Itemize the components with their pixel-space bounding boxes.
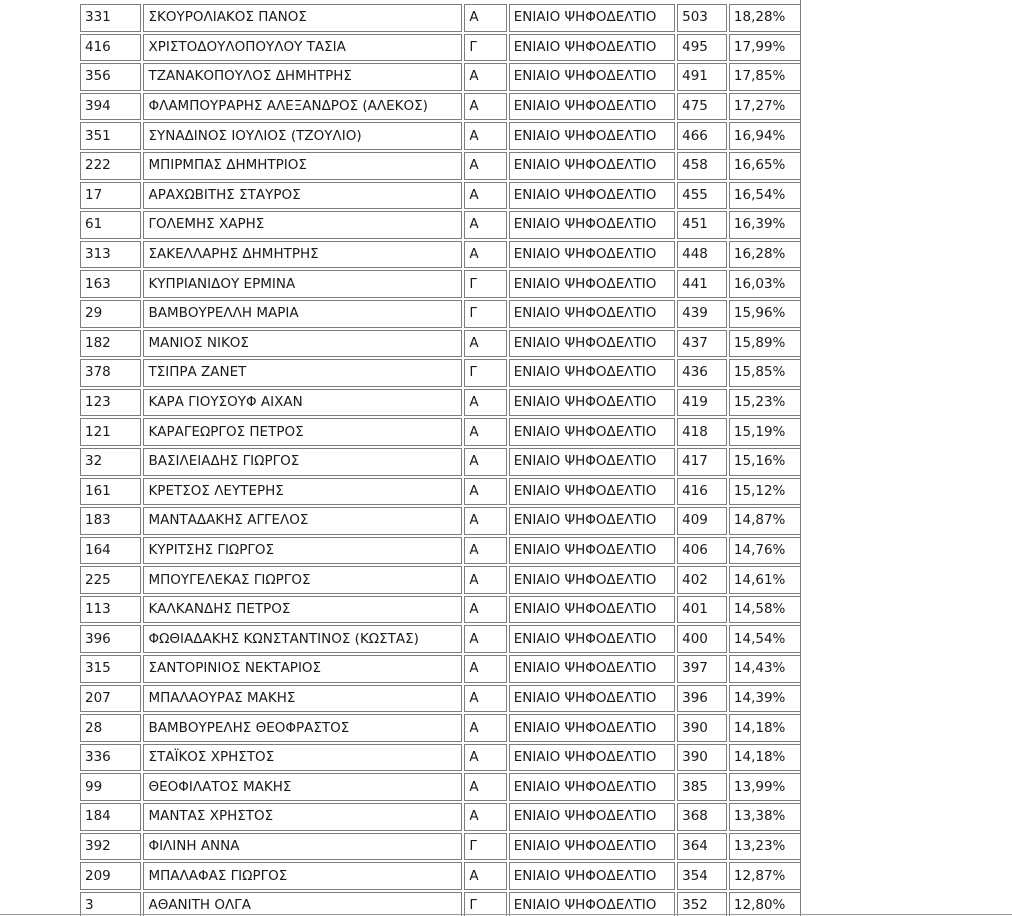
ballot-type: ΕΝΙΑΙΟ ΨΗΦΟΔΕΛΤΙΟ <box>509 862 675 890</box>
ballot-type: ΕΝΙΑΙΟ ΨΗΦΟΔΕΛΤΙΟ <box>509 93 675 121</box>
candidate-code: 61 <box>80 211 141 239</box>
table-row <box>80 862 801 890</box>
vote-count: 390 <box>677 744 727 772</box>
vote-count: 409 <box>677 507 727 535</box>
vote-percentage: 16,03% <box>729 270 801 298</box>
candidate-category: Α <box>464 685 506 713</box>
candidate-code: 207 <box>80 685 141 713</box>
ballot-type: ΕΝΙΑΙΟ ΨΗΦΟΔΕΛΤΙΟ <box>509 122 675 150</box>
ballot-type: ΕΝΙΑΙΟ ΨΗΦΟΔΕΛΤΙΟ <box>509 892 675 916</box>
vote-count: 418 <box>677 418 727 446</box>
vote-percentage: 13,38% <box>729 803 801 831</box>
candidate-code: 121 <box>80 418 141 446</box>
table-row <box>80 655 801 683</box>
table-row <box>80 507 801 535</box>
candidate-code: 3 <box>80 892 141 916</box>
candidate-category: Α <box>464 478 506 506</box>
ballot-type: ΕΝΙΑΙΟ ΨΗΦΟΔΕΛΤΙΟ <box>509 152 675 180</box>
vote-percentage: 12,87% <box>729 862 801 890</box>
table-row <box>80 241 801 269</box>
candidate-name: ΚΥΠΡΙΑΝΙΔΟΥ ΕΡΜΙΝΑ <box>143 270 462 298</box>
candidate-code: 315 <box>80 655 141 683</box>
vote-count: 439 <box>677 300 727 328</box>
candidate-code: 225 <box>80 566 141 594</box>
table-row <box>80 478 801 506</box>
vote-count: 352 <box>677 892 727 916</box>
vote-percentage: 13,99% <box>729 773 801 801</box>
vote-count: 397 <box>677 655 727 683</box>
vote-percentage: 16,39% <box>729 211 801 239</box>
vote-percentage: 14,54% <box>729 625 801 653</box>
vote-count: 402 <box>677 566 727 594</box>
vote-count: 458 <box>677 152 727 180</box>
vote-percentage: 15,89% <box>729 330 801 358</box>
table-row <box>80 182 801 210</box>
vote-percentage: 14,18% <box>729 744 801 772</box>
vote-count: 448 <box>677 241 727 269</box>
candidate-category: Α <box>464 182 506 210</box>
candidate-name: ΣΥΝΑΔΙΝΟΣ ΙΟΥΛΙΟΣ (ΤΖΟΥΛΙΟ) <box>143 122 462 150</box>
table-row <box>80 93 801 121</box>
table-row <box>80 152 801 180</box>
vote-percentage: 14,61% <box>729 566 801 594</box>
candidate-category: Α <box>464 152 506 180</box>
vote-percentage: 16,54% <box>729 182 801 210</box>
table-row <box>80 803 801 831</box>
ballot-type: ΕΝΙΑΙΟ ΨΗΦΟΔΕΛΤΙΟ <box>509 833 675 861</box>
ballot-type: ΕΝΙΑΙΟ ΨΗΦΟΔΕΛΤΙΟ <box>509 714 675 742</box>
candidate-code: 392 <box>80 833 141 861</box>
vote-count: 441 <box>677 270 727 298</box>
vote-percentage: 14,76% <box>729 537 801 565</box>
table-row <box>80 359 801 387</box>
results-table <box>78 2 801 916</box>
vote-count: 354 <box>677 862 727 890</box>
candidate-name: ΦΙΛΙΝΗ ΑΝΝΑ <box>143 833 462 861</box>
candidate-category: Α <box>464 862 506 890</box>
candidate-name: ΜΑΝΤΑΔΑΚΗΣ ΑΓΓΕΛΟΣ <box>143 507 462 535</box>
candidate-name: ΣΑΚΕΛΛΑΡΗΣ ΔΗΜΗΤΡΗΣ <box>143 241 462 269</box>
candidate-code: 184 <box>80 803 141 831</box>
candidate-name: ΤΣΙΠΡΑ ΖΑΝΕΤ <box>143 359 462 387</box>
candidate-name: ΣΤΑΪΚΟΣ ΧΡΗΣΤΟΣ <box>143 744 462 772</box>
ballot-type: ΕΝΙΑΙΟ ΨΗΦΟΔΕΛΤΙΟ <box>509 566 675 594</box>
candidate-name: ΑΘΑΝΙΤΗ ΟΛΓΑ <box>143 892 462 916</box>
vote-count: 503 <box>677 4 727 32</box>
ballot-type: ΕΝΙΑΙΟ ΨΗΦΟΔΕΛΤΙΟ <box>509 389 675 417</box>
table-row <box>80 300 801 328</box>
vote-count: 416 <box>677 478 727 506</box>
vote-percentage: 15,19% <box>729 418 801 446</box>
vote-percentage: 16,65% <box>729 152 801 180</box>
candidate-name: ΚΑΡΑ ΓΙΟΥΣΟΥΦ ΑΙΧΑΝ <box>143 389 462 417</box>
table-row <box>80 4 801 32</box>
ballot-type: ΕΝΙΑΙΟ ΨΗΦΟΔΕΛΤΙΟ <box>509 34 675 62</box>
candidate-code: 164 <box>80 537 141 565</box>
vote-percentage: 16,28% <box>729 241 801 269</box>
candidate-category: Α <box>464 714 506 742</box>
ballot-type: ΕΝΙΑΙΟ ΨΗΦΟΔΕΛΤΙΟ <box>509 803 675 831</box>
candidate-name: ΜΑΝΙΟΣ ΝΙΚΟΣ <box>143 330 462 358</box>
candidate-name: ΚΑΡΑΓΕΩΡΓΟΣ ΠΕΤΡΟΣ <box>143 418 462 446</box>
vote-count: 436 <box>677 359 727 387</box>
candidate-category: Α <box>464 4 506 32</box>
ballot-type: ΕΝΙΑΙΟ ΨΗΦΟΔΕΛΤΙΟ <box>509 300 675 328</box>
vote-percentage: 12,80% <box>729 892 801 916</box>
candidate-code: 161 <box>80 478 141 506</box>
candidate-code: 123 <box>80 389 141 417</box>
vote-percentage: 14,39% <box>729 685 801 713</box>
candidate-name: ΣΚΟΥΡΟΛΙΑΚΟΣ ΠΑΝΟΣ <box>143 4 462 32</box>
ballot-type: ΕΝΙΑΙΟ ΨΗΦΟΔΕΛΤΙΟ <box>509 744 675 772</box>
table-row <box>80 833 801 861</box>
candidate-name: ΜΠΑΛΑΟΥΡΑΣ ΜΑΚΗΣ <box>143 685 462 713</box>
vote-percentage: 16,94% <box>729 122 801 150</box>
candidate-code: 313 <box>80 241 141 269</box>
ballot-type: ΕΝΙΑΙΟ ΨΗΦΟΔΕΛΤΙΟ <box>509 418 675 446</box>
table-row <box>80 714 801 742</box>
candidate-code: 396 <box>80 625 141 653</box>
vote-count: 400 <box>677 625 727 653</box>
ballot-type: ΕΝΙΑΙΟ ΨΗΦΟΔΕΛΤΙΟ <box>509 478 675 506</box>
vote-count: 466 <box>677 122 727 150</box>
ballot-type: ΕΝΙΑΙΟ ΨΗΦΟΔΕΛΤΙΟ <box>509 655 675 683</box>
candidate-code: 183 <box>80 507 141 535</box>
vote-percentage: 15,12% <box>729 478 801 506</box>
candidate-category: Α <box>464 63 506 91</box>
candidate-category: Α <box>464 211 506 239</box>
candidate-code: 394 <box>80 93 141 121</box>
ballot-type: ΕΝΙΑΙΟ ΨΗΦΟΔΕΛΤΙΟ <box>509 211 675 239</box>
candidate-category: Α <box>464 596 506 624</box>
table-right-border <box>800 0 801 916</box>
candidate-category: Α <box>464 241 506 269</box>
candidate-category: Α <box>464 330 506 358</box>
table-row <box>80 270 801 298</box>
vote-count: 417 <box>677 448 727 476</box>
vote-percentage: 14,18% <box>729 714 801 742</box>
vote-percentage: 15,96% <box>729 300 801 328</box>
candidate-category: Α <box>464 389 506 417</box>
vote-count: 390 <box>677 714 727 742</box>
candidate-code: 28 <box>80 714 141 742</box>
page-bottom-divider <box>0 914 1012 915</box>
ballot-type: ΕΝΙΑΙΟ ΨΗΦΟΔΕΛΤΙΟ <box>509 773 675 801</box>
results-table-container <box>78 0 801 916</box>
candidate-code: 356 <box>80 63 141 91</box>
candidate-category: Α <box>464 537 506 565</box>
candidate-name: ΑΡΑΧΩΒΙΤΗΣ ΣΤΑΥΡΟΣ <box>143 182 462 210</box>
candidate-category: Α <box>464 744 506 772</box>
candidate-name: ΜΠΑΛΑΦΑΣ ΓΙΩΡΓΟΣ <box>143 862 462 890</box>
candidate-name: ΦΛΑΜΠΟΥΡΑΡΗΣ ΑΛΕΞΑΝΔΡΟΣ (ΑΛΕΚΟΣ) <box>143 93 462 121</box>
table-row <box>80 330 801 358</box>
table-row <box>80 744 801 772</box>
candidate-code: 331 <box>80 4 141 32</box>
candidate-name: ΚΑΛΚΑΝΔΗΣ ΠΕΤΡΟΣ <box>143 596 462 624</box>
vote-percentage: 14,58% <box>729 596 801 624</box>
candidate-name: ΦΩΘΙΑΔΑΚΗΣ ΚΩΝΣΤΑΝΤΙΝΟΣ (ΚΩΣΤΑΣ) <box>143 625 462 653</box>
vote-count: 401 <box>677 596 727 624</box>
ballot-type: ΕΝΙΑΙΟ ΨΗΦΟΔΕΛΤΙΟ <box>509 4 675 32</box>
candidate-code: 113 <box>80 596 141 624</box>
vote-count: 368 <box>677 803 727 831</box>
vote-count: 385 <box>677 773 727 801</box>
vote-percentage: 17,27% <box>729 93 801 121</box>
candidate-code: 99 <box>80 773 141 801</box>
vote-count: 451 <box>677 211 727 239</box>
candidate-name: ΤΖΑΝΑΚΟΠΟΥΛΟΣ ΔΗΜΗΤΡΗΣ <box>143 63 462 91</box>
candidate-name: ΣΑΝΤΟΡΙΝΙΟΣ ΝΕΚΤΑΡΙΟΣ <box>143 655 462 683</box>
ballot-type: ΕΝΙΑΙΟ ΨΗΦΟΔΕΛΤΙΟ <box>509 507 675 535</box>
table-row <box>80 685 801 713</box>
candidate-code: 163 <box>80 270 141 298</box>
ballot-type: ΕΝΙΑΙΟ ΨΗΦΟΔΕΛΤΙΟ <box>509 625 675 653</box>
vote-count: 364 <box>677 833 727 861</box>
candidate-name: ΜΠΟΥΓΕΛΕΚΑΣ ΓΙΩΡΓΟΣ <box>143 566 462 594</box>
ballot-type: ΕΝΙΑΙΟ ΨΗΦΟΔΕΛΤΙΟ <box>509 537 675 565</box>
candidate-code: 336 <box>80 744 141 772</box>
candidate-category: Α <box>464 566 506 594</box>
candidate-category: Α <box>464 803 506 831</box>
vote-percentage: 18,28% <box>729 4 801 32</box>
table-row <box>80 537 801 565</box>
candidate-name: ΒΑΣΙΛΕΙΑΔΗΣ ΓΙΩΡΓΟΣ <box>143 448 462 476</box>
candidate-code: 32 <box>80 448 141 476</box>
candidate-name: ΚΥΡΙΤΣΗΣ ΓΙΩΡΓΟΣ <box>143 537 462 565</box>
table-row <box>80 625 801 653</box>
results-table-body <box>80 4 801 916</box>
candidate-category: Α <box>464 122 506 150</box>
vote-count: 396 <box>677 685 727 713</box>
ballot-type: ΕΝΙΑΙΟ ΨΗΦΟΔΕΛΤΙΟ <box>509 596 675 624</box>
vote-percentage: 17,99% <box>729 34 801 62</box>
table-row <box>80 211 801 239</box>
vote-percentage: 14,43% <box>729 655 801 683</box>
vote-percentage: 15,16% <box>729 448 801 476</box>
candidate-name: ΘΕΟΦΙΛΑΤΟΣ ΜΑΚΗΣ <box>143 773 462 801</box>
table-row <box>80 418 801 446</box>
vote-count: 491 <box>677 63 727 91</box>
candidate-code: 209 <box>80 862 141 890</box>
ballot-type: ΕΝΙΑΙΟ ΨΗΦΟΔΕΛΤΙΟ <box>509 685 675 713</box>
candidate-category: Α <box>464 418 506 446</box>
candidate-category: Α <box>464 448 506 476</box>
candidate-name: ΜΑΝΤΑΣ ΧΡΗΣΤΟΣ <box>143 803 462 831</box>
table-row <box>80 63 801 91</box>
candidate-category: Γ <box>464 270 506 298</box>
candidate-category: Α <box>464 655 506 683</box>
ballot-type: ΕΝΙΑΙΟ ΨΗΦΟΔΕΛΤΙΟ <box>509 63 675 91</box>
candidate-name: ΜΠΙΡΜΠΑΣ ΔΗΜΗΤΡΙΟΣ <box>143 152 462 180</box>
vote-percentage: 14,87% <box>729 507 801 535</box>
ballot-type: ΕΝΙΑΙΟ ΨΗΦΟΔΕΛΤΙΟ <box>509 241 675 269</box>
candidate-code: 29 <box>80 300 141 328</box>
candidate-category: Α <box>464 773 506 801</box>
candidate-category: Γ <box>464 300 506 328</box>
candidate-category: Γ <box>464 833 506 861</box>
vote-count: 455 <box>677 182 727 210</box>
candidate-category: Α <box>464 507 506 535</box>
candidate-name: ΚΡΕΤΣΟΣ ΛΕΥΤΕΡΗΣ <box>143 478 462 506</box>
candidate-code: 222 <box>80 152 141 180</box>
candidate-category: Γ <box>464 359 506 387</box>
ballot-type: ΕΝΙΑΙΟ ΨΗΦΟΔΕΛΤΙΟ <box>509 182 675 210</box>
candidate-code: 351 <box>80 122 141 150</box>
table-row <box>80 389 801 417</box>
candidate-name: ΒΑΜΒΟΥΡΕΛΗΣ ΘΕΟΦΡΑΣΤΟΣ <box>143 714 462 742</box>
table-row <box>80 566 801 594</box>
vote-percentage: 15,85% <box>729 359 801 387</box>
table-row <box>80 122 801 150</box>
ballot-type: ΕΝΙΑΙΟ ΨΗΦΟΔΕΛΤΙΟ <box>509 270 675 298</box>
candidate-code: 182 <box>80 330 141 358</box>
table-row <box>80 596 801 624</box>
vote-count: 475 <box>677 93 727 121</box>
vote-percentage: 17,85% <box>729 63 801 91</box>
ballot-type: ΕΝΙΑΙΟ ΨΗΦΟΔΕΛΤΙΟ <box>509 359 675 387</box>
ballot-type: ΕΝΙΑΙΟ ΨΗΦΟΔΕΛΤΙΟ <box>509 448 675 476</box>
vote-count: 406 <box>677 537 727 565</box>
table-row <box>80 773 801 801</box>
candidate-category: Α <box>464 93 506 121</box>
candidate-category: Γ <box>464 34 506 62</box>
candidate-code: 416 <box>80 34 141 62</box>
candidate-code: 378 <box>80 359 141 387</box>
table-row <box>80 34 801 62</box>
candidate-category: Γ <box>464 892 506 916</box>
candidate-name: ΒΑΜΒΟΥΡΕΛΛΗ ΜΑΡΙΑ <box>143 300 462 328</box>
ballot-type: ΕΝΙΑΙΟ ΨΗΦΟΔΕΛΤΙΟ <box>509 330 675 358</box>
vote-count: 495 <box>677 34 727 62</box>
table-row <box>80 892 801 916</box>
candidate-name: ΧΡΙΣΤΟΔΟΥΛΟΠΟΥΛΟΥ ΤΑΣΙΑ <box>143 34 462 62</box>
vote-percentage: 13,23% <box>729 833 801 861</box>
vote-count: 419 <box>677 389 727 417</box>
candidate-code: 17 <box>80 182 141 210</box>
candidate-category: Α <box>464 625 506 653</box>
table-row <box>80 448 801 476</box>
candidate-name: ΓΟΛΕΜΗΣ ΧΑΡΗΣ <box>143 211 462 239</box>
vote-count: 437 <box>677 330 727 358</box>
vote-percentage: 15,23% <box>729 389 801 417</box>
